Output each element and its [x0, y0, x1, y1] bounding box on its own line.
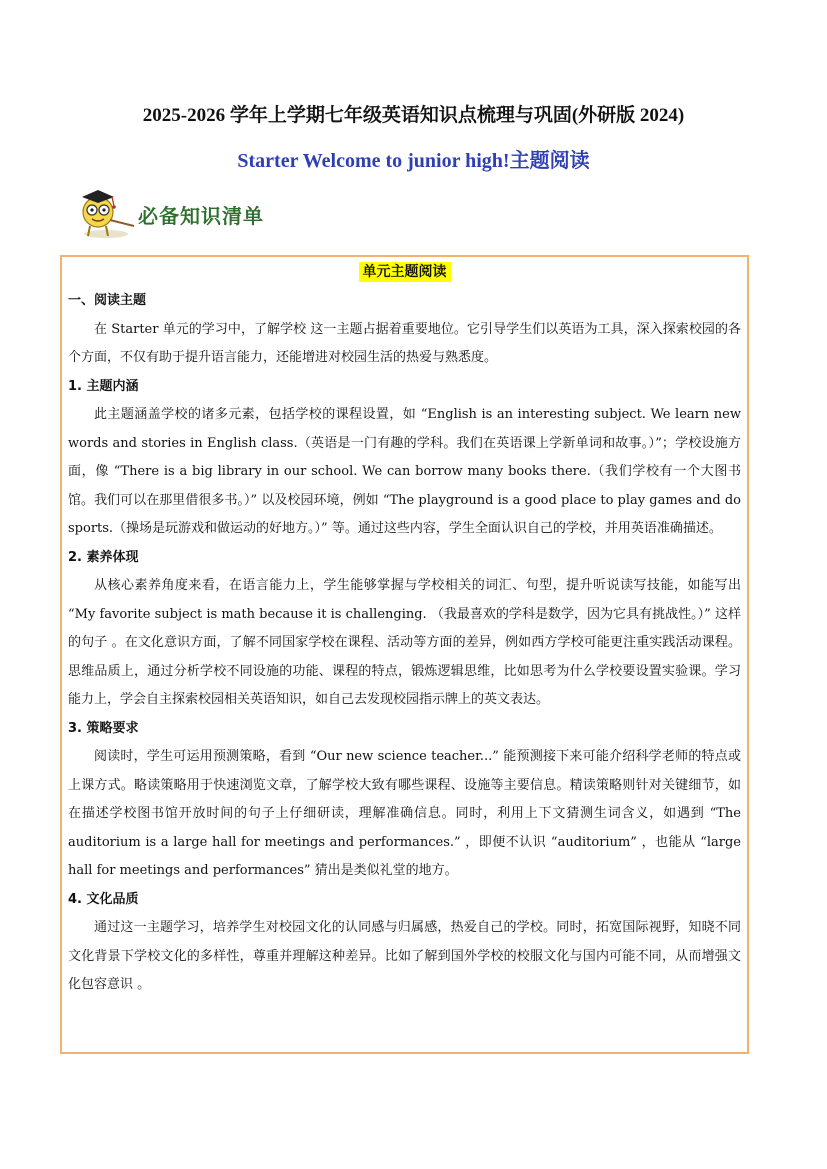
paragraph-theme-connotation: 此主题涵盖学校的诸多元素，包括学校的课程设置，如 “English is an interesting subject. We learn new words and stories in English class.（英语是一门有趣的学科。我们在英语课上学新单词和故事。）”；学校设施方面，像 “There is a big library in our school. We can borrow many books there.（我们学校有一个大图书馆。我们可以在那里借很多书。）” 以及校园环境，例如 “The playground is a good place to play games and do sports.（操场是玩游戏和做运动的好地方。）” 等。通过这些内容，学生全面认识自己的学校，并用英语准确描述。 — [68, 407, 741, 536]
paragraph-strategy: 阅读时，学生可运用预测策略，看到 “Our new science teacher...” 能预测接下来可能介绍科学老师的特点或上课方式。略读策略用于快速浏览文章，了解学校大致有哪些课程、设施等主要信息。精读策略则针对关键细节，如在描述学校图书馆开放时间的句子上仔细研读，理解准确信息。同时，利用上下文猜测生词含义，如遇到 “The auditorium is a large hall for meetings and performances.” ，即便不认识 “auditorium” ，也能从 “large hall for meetings and performances” 猜出是类似礼堂的地方。 — [68, 749, 741, 878]
heading-culture: 4. 文化品质 — [68, 891, 139, 907]
heading-reading-theme: 一、阅读主题 — [68, 293, 147, 308]
box-content — [68, 287, 741, 1000]
heading-theme-connotation: 1. 主题内涵 — [68, 378, 139, 394]
section-header — [76, 182, 336, 240]
document-title: 2025-2026 学年上学期七年级英语知识点梳理与巩固(外研版 2024) — [142, 105, 685, 126]
scholar-mascot-icon — [76, 182, 136, 240]
paragraph-intro: 在 Starter 单元的学习中，了解学校 这一主题占据着重要地位。它引导学生们以英语为工具，深入探索校园的各个方面，不仅有助于提升语言能力，还能增进对校园生活的热爱与熟悉度。 — [68, 321, 741, 365]
paragraph-literacy: 从核心素养角度来看，在语言能力上，学生能够掌握与学校相关的词汇、句型，提升听说读写技能，如能写出 “My favorite subject is math because it is challenging. （我最喜欢的学科是数学，因为它具有挑战性。）” 这样的句子 。在文化意识方面，了解不同国家学校在课程、活动等方面的差异，例如西方学校可能更注重实践活动课程。思维品质上，通过分析学校不同设施的功能、课程的特点，锻炼逻辑思维，比如思考为什么学校要设置实验课。学习能力上，学会自主探索校园相关英语知识，如自己去发现校园指示牌上的英文表达。 — [68, 578, 741, 707]
paragraph-culture: 通过这一主题学习，培养学生对校园文化的认同感与归属感，热爱自己的学校。同时，拓宽国际视野，知晓不同文化背景下学校文化的多样性，尊重并理解这种差异。比如了解到国外学校的校服文化与国内可能不同，从而增强文化包容意识 。 — [68, 920, 741, 992]
reading-box — [60, 255, 749, 1054]
box-title: 单元主题阅读 — [359, 262, 451, 282]
heading-strategy: 3. 策略要求 — [68, 720, 139, 736]
section-title: 必备知识清单 — [138, 204, 264, 228]
heading-literacy: 2. 素养体现 — [68, 549, 139, 565]
document-subtitle: Starter Welcome to junior high!主题阅读 — [237, 150, 590, 172]
